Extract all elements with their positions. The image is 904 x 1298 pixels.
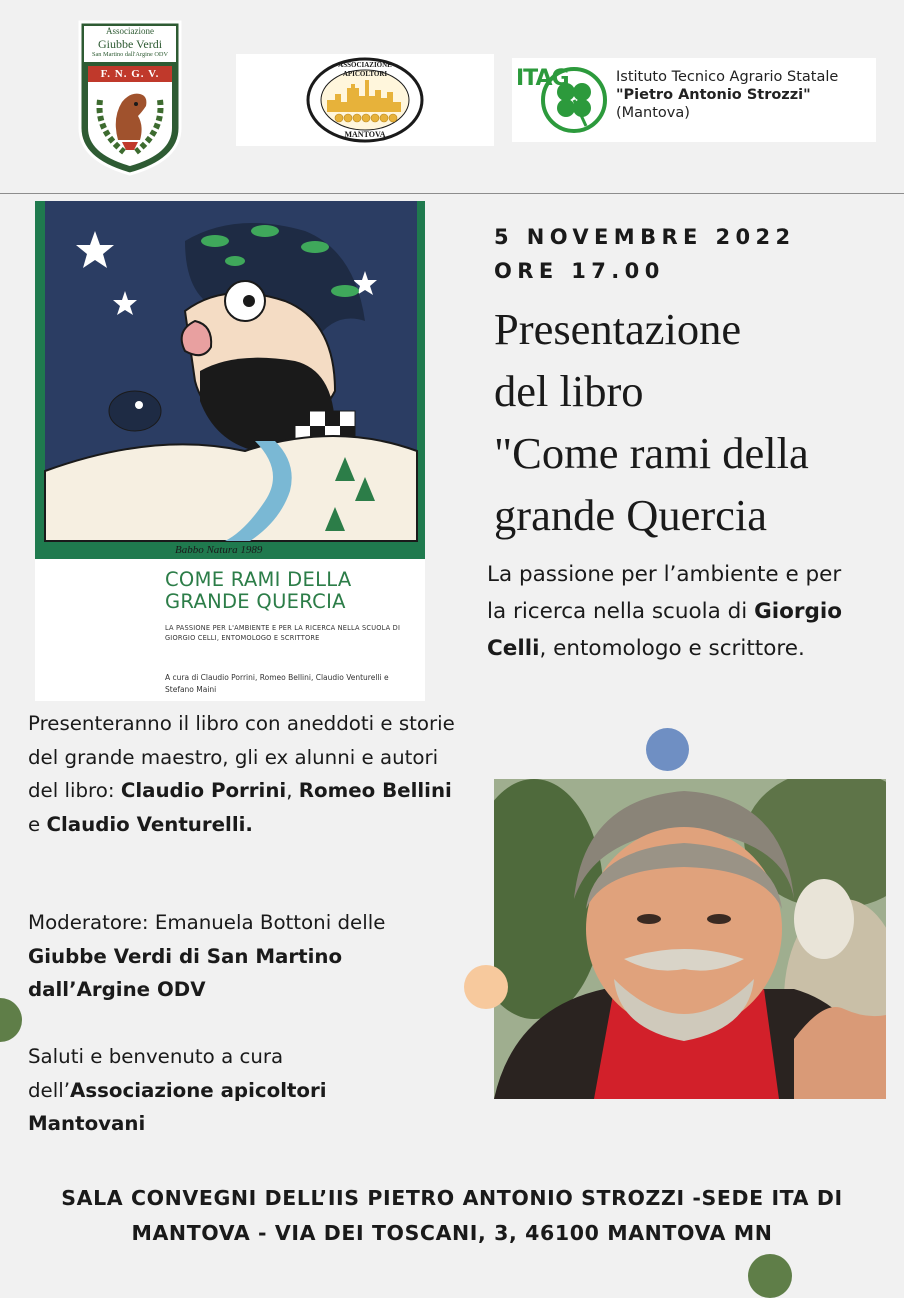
decorative-dot [0,998,22,1042]
moderator-intro: Moderatore: Emanuela Bottoni delle [28,911,386,934]
presenters-separator: e [28,812,47,836]
book-tagline [487,556,867,667]
greetings-intro: Saluti e benvenuto a cura dell’ [28,1045,284,1102]
cover-title: COME RAMI DELLA GRANDE QUERCIA [165,568,352,613]
cover-subtitle: LA PASSIONE PER L'AMBIENTE E PER LA RICERCA NELLA SCUOLA DI GIORGIO CELLI, ENTOMOLOGO E SCRITTORE [165,624,401,642]
event-time: ORE 17.00 [494,259,665,283]
author-portrait-image [494,779,886,1099]
apicoltori-top-arc: ASSOCIAZIONE APICOLTORI [338,61,392,78]
cover-authors: A cura di Claudio Porrini, Romeo Bellini, Claudio Venturelli e Stefano Maini [165,673,389,694]
venue-address [40,1181,864,1251]
book-cover [35,201,425,701]
presenters-paragraph [28,707,458,841]
fngv-line3: San Martino dall'Argine ODV [91,51,169,58]
presenter-name: Romeo Bellini [298,779,452,802]
fngv-line2: Giubbe Verdi [97,37,163,51]
event-title [494,298,894,546]
apicoltori-bottom-arc: MANTOVA [344,130,386,139]
itag-mark: ITAG [516,66,569,91]
itag-line3: (Mantova) [616,105,690,121]
tagline-start: La passione per l’ambiente e per la ricerca nella scuola di [487,562,842,624]
decorative-dot [464,965,508,1009]
venue-line: MANTOVA - VIA DEI TOSCANI, 3, 46100 MANTOVA MN [131,1221,773,1245]
tagline-end: , entomologo e scrittore. [539,636,805,661]
itag-line1: Istituto Tecnico Agrario Statale [616,69,839,85]
author-photo [494,779,886,1099]
fngv-badge: F. N. G. V. [100,68,160,80]
cover-signature: Babbo Natura 1989 [175,544,263,556]
moderator-org: Giubbe Verdi di San Martino dall’Argine ODV [28,944,343,1001]
event-date: 5 NOVEMBRE 2022 [494,225,796,249]
greetings-org: Associazione apicoltori Mantovani [28,1078,327,1135]
itag-line2: "Pietro Antonio Strozzi" [616,87,811,103]
venue-line: SALA CONVEGNI DELL’IIS PIETRO ANTONIO STROZZI -SEDE ITA DI [61,1186,843,1210]
apicoltori-logo [236,54,494,146]
presenter-name: Claudio Porrini [120,779,287,802]
greetings-paragraph [28,1040,408,1141]
decorative-dot [646,728,689,771]
tagline-name: Giorgio Celli [487,599,843,661]
event-title-line: Presentazione [494,304,742,354]
itag-logo [512,58,876,142]
header-divider [0,193,904,194]
presenters-end: . [245,812,253,836]
presenters-separator: , [286,779,299,802]
event-title-line: del libro [494,366,644,416]
event-datetime [494,220,796,288]
event-title-line: "Come rami della [494,428,809,478]
presenter-name: Claudio Venturelli [46,812,246,836]
fngv-logo [78,20,182,176]
event-title-line: grande Quercia [494,490,768,540]
moderator-paragraph [28,906,458,1007]
fngv-line1: Associazione [106,26,154,36]
cover-illustration [35,201,425,559]
decorative-dot [748,1254,792,1298]
presenters-intro: Presenteranno il libro con aneddoti e storie del grande maestro, gli ex alunni e autori del libro: [28,712,455,802]
